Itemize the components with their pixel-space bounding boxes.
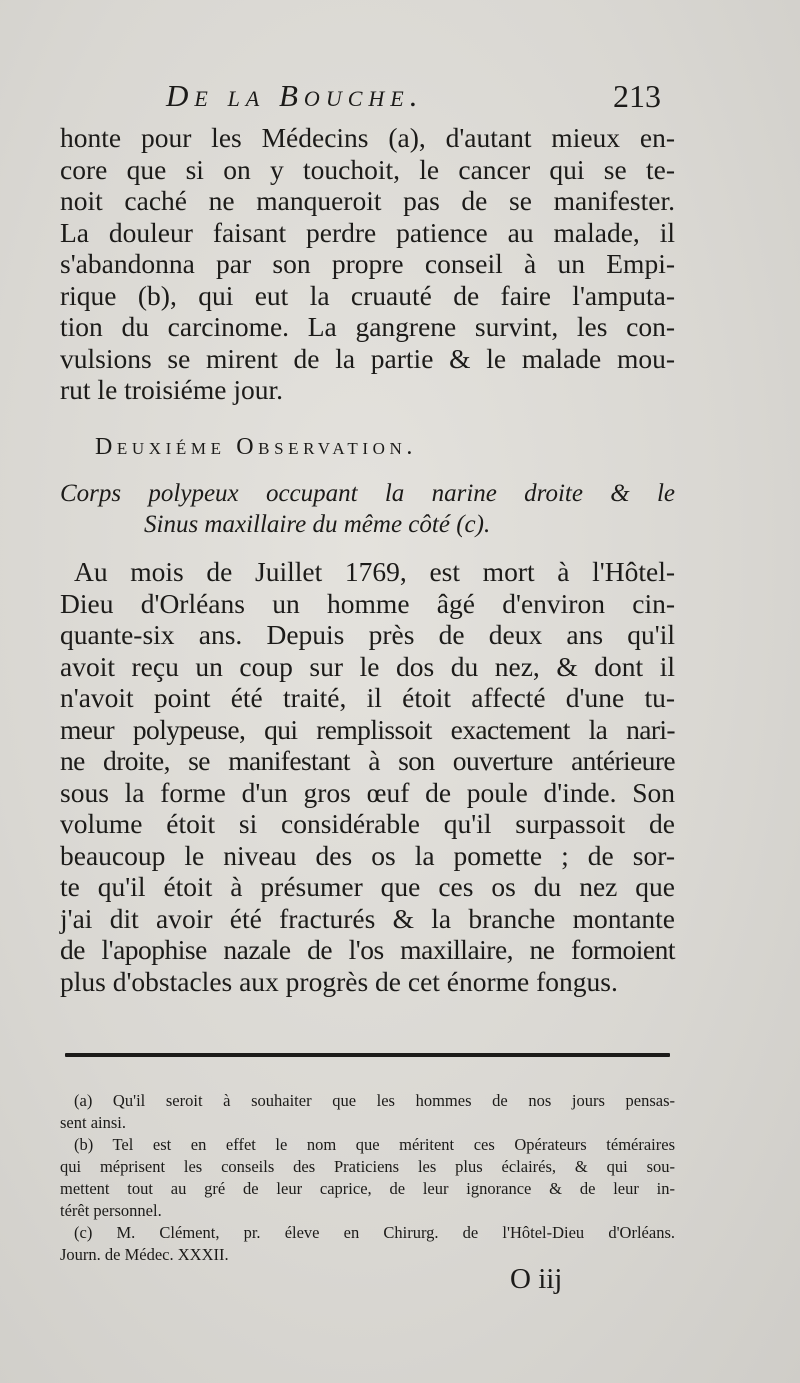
text-line: avoit reçu un coup sur le dos du nez, & dont il — [60, 650, 675, 682]
text-line: volume étoit si considérable qu'il surpassoit de — [60, 808, 675, 839]
section-subheading — [60, 478, 675, 540]
text-line: honte pour les Médecins (a), d'autant mieux en- — [60, 122, 675, 153]
section-heading: Deuxiéme Observation. — [95, 434, 417, 460]
paragraph-continuation — [60, 122, 675, 406]
text-line: rut le troisiéme jour. — [60, 374, 284, 405]
text-line: vulsions se mirent de la partie & le malade mou- — [60, 342, 675, 374]
subheading-line: Corps polypeux occupant la narine droite & le — [60, 480, 675, 507]
subheading-line: Sinus maxillaire du même côté (c). — [144, 511, 491, 538]
text-line: te qu'il étoit à présumer que ces os du nez que — [60, 871, 675, 902]
page-number: 213 — [613, 78, 661, 114]
text-line: sous la forme d'un gros œuf de poule d'inde. Son — [60, 776, 675, 808]
text-line: de l'apophise nazale de l'os maxillaire, ne formoient — [60, 934, 675, 965]
footnote-line: qui méprisent les conseils des Praticiens les plus éclairés, & qui sou- — [60, 1157, 675, 1176]
text-line: ne droite, se manifestant à son ouverture antérieure — [60, 745, 675, 776]
text-line: beaucoup le niveau des os la pomette ; de sor- — [60, 839, 675, 871]
footnote-line: (c) M. Clément, pr. éleve en Chirurg. de l'Hôtel-Dieu d'Orléans. — [74, 1223, 675, 1242]
text-line: La douleur faisant perdre patience au malade, il — [60, 216, 675, 248]
text-line: rique (b), qui eut la cruauté de faire l'amputa- — [60, 279, 675, 311]
observation-paragraph — [60, 556, 675, 997]
text-line: quante-six ans. Depuis près de deux ans qu'il — [60, 619, 675, 650]
text-line: plus d'obstacles aux progrès de cet énorme fongus. — [60, 965, 618, 997]
text-line: Dieu d'Orléans un homme âgé d'environ cin- — [60, 587, 675, 619]
footnotes — [60, 1090, 675, 1266]
text-line: Au mois de Juillet 1769, est mort à l'Hôtel- — [74, 556, 675, 587]
text-line: noit caché ne manqueroit pas de se manifester. — [60, 185, 675, 216]
text-line: s'abandonna par son propre conseil à un Empi- — [60, 248, 675, 279]
footnote-line: (b) Tel est en effet le nom que méritent ces Opérateurs téméraires — [74, 1135, 675, 1154]
footnote-line: (a) Qu'il seroit à souhaiter que les hommes de nos jours pensas- — [74, 1091, 675, 1110]
signature-mark: O iij — [510, 1263, 563, 1295]
footnote-line: sent ainsi. — [60, 1113, 126, 1132]
text-line: tion du carcinome. La gangrene survint, les con- — [60, 311, 675, 342]
text-line: meur polypeuse, qui remplissoit exactement la nari- — [60, 713, 675, 745]
footnote-divider — [65, 1053, 670, 1057]
footnote-line: térêt personnel. — [60, 1201, 162, 1220]
page-header — [0, 78, 800, 124]
text-line: core que si on y touchoit, le cancer qui se te- — [60, 153, 675, 185]
footnote-line: mettent tout au gré de leur caprice, de leur ignorance & de leur in- — [60, 1179, 675, 1198]
text-line: n'avoit point été traité, il étoit affecté d'une tu- — [60, 682, 675, 713]
footnote-line: Journ. de Médec. XXXII. — [60, 1245, 229, 1264]
text-line: j'ai dit avoir été fracturés & la branche montante — [60, 902, 675, 934]
running-title: De la Bouche. — [166, 78, 424, 113]
